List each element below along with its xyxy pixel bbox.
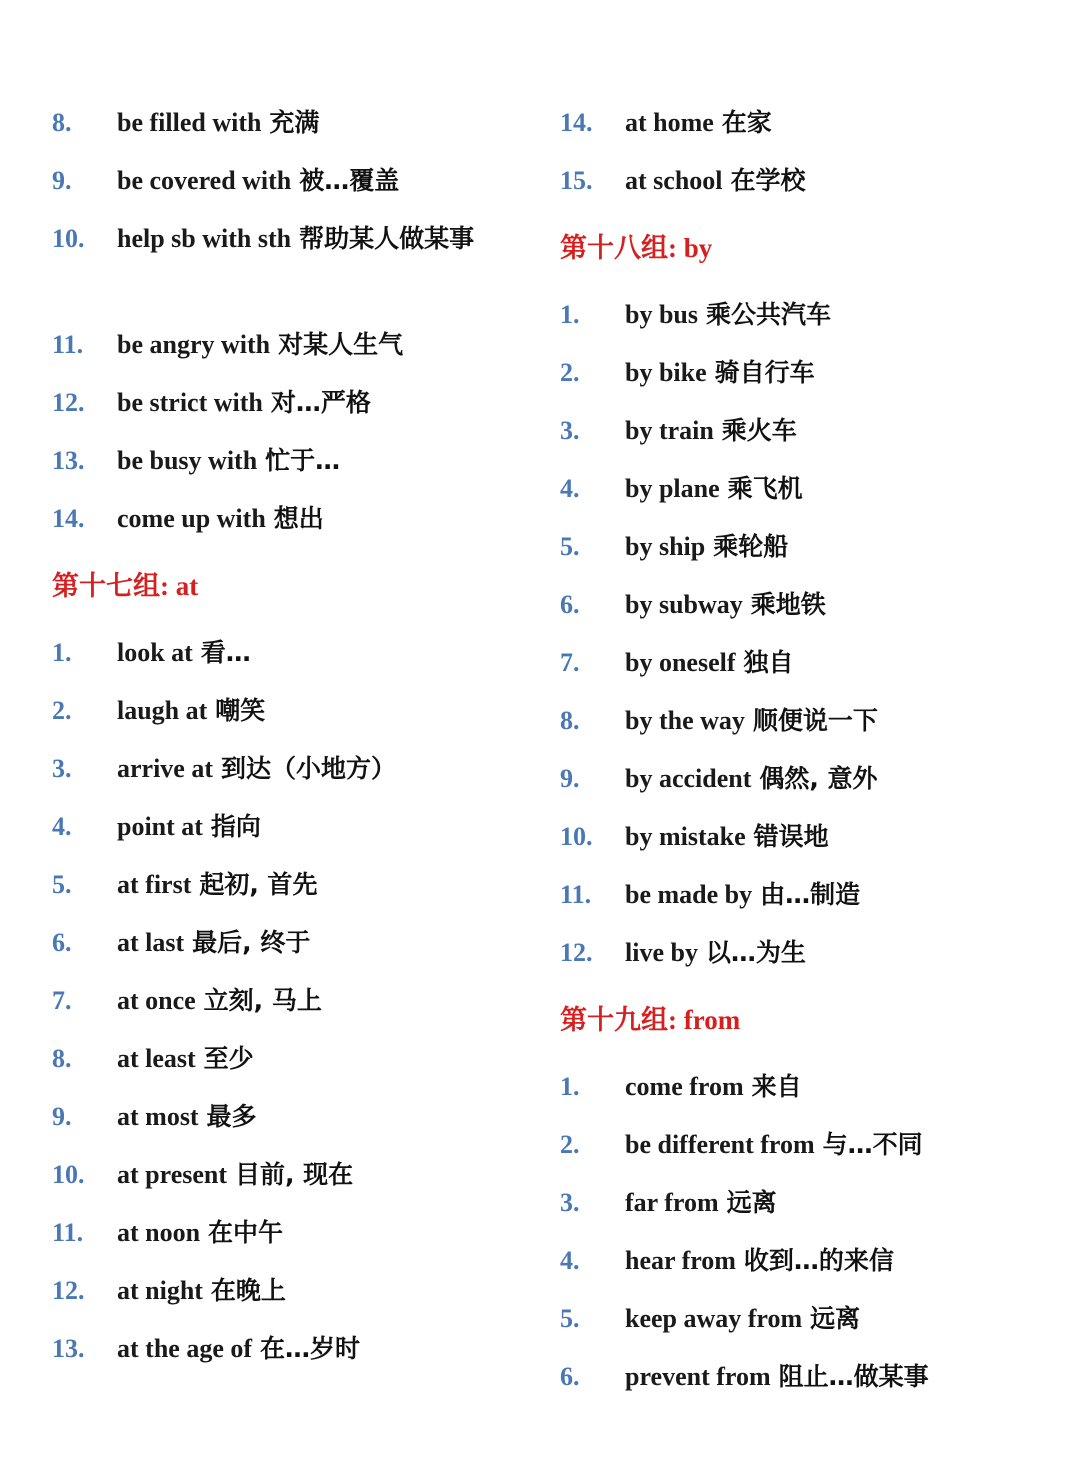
item-number: 1. — [560, 300, 580, 329]
item-chinese: 乘地铁 — [750, 590, 826, 619]
item-number: 2. — [52, 696, 72, 725]
list-item — [52, 316, 522, 374]
item-chinese: 对某人生气 — [278, 330, 404, 359]
item-number: 8. — [560, 706, 580, 735]
item-chinese: 最多 — [206, 1102, 257, 1131]
item-chinese: 想出 — [273, 504, 324, 533]
item-chinese: 看… — [200, 638, 251, 667]
item-english: help sb with sth — [117, 224, 292, 253]
list-item — [560, 866, 1060, 924]
item-number: 4. — [52, 812, 72, 841]
item-english: by the way — [625, 706, 745, 735]
list-item — [560, 634, 1060, 692]
list-item — [560, 1232, 1060, 1290]
list-item — [560, 808, 1060, 866]
list-item — [52, 432, 522, 490]
list-item — [52, 1320, 522, 1378]
item-number: 8. — [52, 108, 72, 137]
list-item — [560, 576, 1060, 634]
list-item — [560, 1348, 1060, 1406]
item-number: 10. — [560, 822, 593, 851]
item-english: arrive at — [117, 754, 214, 783]
group-heading-from — [560, 982, 1060, 1058]
item-chinese: 以…为生 — [705, 938, 806, 967]
item-english: hear from — [625, 1246, 736, 1275]
item-english: be made by — [625, 880, 753, 909]
list-item — [560, 518, 1060, 576]
list-item — [52, 490, 522, 548]
item-number: 14. — [560, 108, 593, 137]
item-number: 13. — [52, 446, 85, 475]
list-item — [560, 94, 1060, 152]
item-chinese: 在…岁时 — [259, 1334, 360, 1363]
item-english: by train — [625, 416, 714, 445]
item-number: 9. — [560, 764, 580, 793]
item-chinese: 充满 — [269, 108, 320, 137]
item-english: by oneself — [625, 648, 736, 677]
item-english: far from — [625, 1188, 719, 1217]
item-chinese: 在晚上 — [210, 1276, 286, 1305]
item-english: by bike — [625, 358, 707, 387]
item-number: 15. — [560, 166, 593, 195]
item-chinese: 对…严格 — [270, 388, 371, 417]
item-english: be strict with — [117, 388, 263, 417]
list-item — [560, 1174, 1060, 1232]
item-chinese: 到达（小地方） — [220, 754, 396, 783]
item-chinese: 顺便说一下 — [752, 706, 878, 735]
item-english: at once — [117, 986, 196, 1015]
item-english: by subway — [625, 590, 743, 619]
list-item — [52, 972, 522, 1030]
item-number: 5. — [560, 532, 580, 561]
list-item — [560, 1116, 1060, 1174]
item-chinese: 至少 — [203, 1044, 254, 1073]
item-number: 5. — [560, 1304, 580, 1333]
item-english: at least — [117, 1044, 196, 1073]
item-english: prevent from — [625, 1362, 771, 1391]
item-number: 6. — [52, 928, 72, 957]
list-item — [52, 798, 522, 856]
item-chinese: 骑自行车 — [714, 358, 815, 387]
list-item — [560, 924, 1060, 982]
right-column — [560, 94, 1060, 1406]
list-item — [52, 624, 522, 682]
item-english: by ship — [625, 532, 706, 561]
item-number: 3. — [52, 754, 72, 783]
list-item — [52, 94, 522, 152]
item-chinese: 来自 — [751, 1072, 802, 1101]
item-number: 12. — [52, 1276, 85, 1305]
group-heading-preposition: : at — [160, 571, 199, 601]
item-english: at present — [117, 1160, 228, 1189]
group-heading-label: 第十九组 — [560, 1005, 668, 1036]
list-item — [52, 1146, 522, 1204]
item-english: at school — [625, 166, 723, 195]
list-item — [52, 914, 522, 972]
list-item — [52, 1030, 522, 1088]
item-chinese: 被…覆盖 — [299, 166, 400, 195]
item-english: at night — [117, 1276, 203, 1305]
item-english: at home — [625, 108, 714, 137]
item-chinese: 目前, 现在 — [234, 1160, 354, 1189]
item-english: at the age of — [117, 1334, 253, 1363]
group-heading-at — [52, 548, 522, 624]
item-english: point at — [117, 812, 203, 841]
item-number: 10. — [52, 224, 85, 253]
item-english: keep away from — [625, 1304, 803, 1333]
item-chinese: 乘飞机 — [727, 474, 803, 503]
group-heading-label: 第十八组 — [560, 233, 668, 264]
item-number: 11. — [52, 330, 84, 359]
list-item — [560, 286, 1060, 344]
item-english: at first — [117, 870, 192, 899]
list-item — [52, 210, 522, 316]
item-number: 7. — [52, 986, 72, 1015]
item-number: 7. — [560, 648, 580, 677]
list-item — [560, 750, 1060, 808]
item-english: be different from — [625, 1130, 815, 1159]
list-item — [560, 1058, 1060, 1116]
group-heading-preposition: : from — [668, 1005, 741, 1035]
list-item — [52, 856, 522, 914]
item-number: 1. — [52, 638, 72, 667]
item-number: 2. — [560, 1130, 580, 1159]
item-chinese: 偶然, 意外 — [759, 764, 878, 793]
item-number: 11. — [560, 880, 592, 909]
item-chinese: 在学校 — [730, 166, 806, 195]
item-number: 1. — [560, 1072, 580, 1101]
item-chinese: 远离 — [810, 1304, 861, 1333]
item-chinese: 在中午 — [208, 1218, 284, 1247]
item-chinese: 乘公共汽车 — [705, 300, 831, 329]
item-chinese: 独自 — [743, 648, 794, 677]
item-chinese: 在家 — [721, 108, 772, 137]
list-item — [560, 344, 1060, 402]
item-number: 13. — [52, 1334, 85, 1363]
item-chinese: 起初, 首先 — [199, 870, 318, 899]
item-chinese: 与…不同 — [822, 1130, 923, 1159]
item-number: 6. — [560, 1362, 580, 1391]
item-chinese: 错误地 — [753, 822, 829, 851]
item-english: be angry with — [117, 330, 271, 359]
item-number: 14. — [52, 504, 85, 533]
item-number: 11. — [52, 1218, 84, 1247]
group-heading-label: 第十七组 — [52, 571, 160, 602]
item-english: by plane — [625, 474, 720, 503]
item-english: at noon — [117, 1218, 201, 1247]
item-english: by bus — [625, 300, 698, 329]
item-chinese: 最后, 终于 — [192, 928, 311, 957]
item-english: be covered with — [117, 166, 292, 195]
item-chinese: 收到…的来信 — [743, 1246, 894, 1275]
item-number: 3. — [560, 416, 580, 445]
item-number: 8. — [52, 1044, 72, 1073]
item-english: come from — [625, 1072, 744, 1101]
left-column — [52, 94, 522, 1378]
group-heading-preposition: : by — [668, 233, 713, 263]
item-english: laugh at — [117, 696, 208, 725]
item-number: 12. — [52, 388, 85, 417]
item-english: by accident — [625, 764, 752, 793]
item-number: 9. — [52, 1102, 72, 1131]
item-number: 9. — [52, 166, 72, 195]
list-item — [52, 740, 522, 798]
group-heading-by — [560, 210, 1060, 286]
item-english: look at — [117, 638, 193, 667]
item-number: 10. — [52, 1160, 85, 1189]
list-item — [52, 1088, 522, 1146]
list-item — [52, 152, 522, 210]
item-number: 2. — [560, 358, 580, 387]
item-chinese: 帮助某人做某事 — [299, 224, 475, 253]
item-chinese: 乘轮船 — [713, 532, 789, 561]
item-chinese: 乘火车 — [721, 416, 797, 445]
item-english: be busy with — [117, 446, 258, 475]
item-chinese: 远离 — [726, 1188, 777, 1217]
item-number: 12. — [560, 938, 593, 967]
item-english: at most — [117, 1102, 199, 1131]
item-chinese: 嘲笑 — [215, 696, 266, 725]
list-item — [560, 460, 1060, 518]
list-item — [560, 1290, 1060, 1348]
item-english: be filled with — [117, 108, 262, 137]
list-item — [560, 692, 1060, 750]
item-number: 5. — [52, 870, 72, 899]
list-item — [52, 374, 522, 432]
item-number: 4. — [560, 474, 580, 503]
list-item — [52, 682, 522, 740]
list-item — [52, 1204, 522, 1262]
item-number: 4. — [560, 1246, 580, 1275]
item-chinese: 由…制造 — [760, 880, 861, 909]
item-chinese: 阻止…做某事 — [778, 1362, 929, 1391]
list-item — [560, 152, 1060, 210]
item-number: 3. — [560, 1188, 580, 1217]
item-english: at last — [117, 928, 185, 957]
item-chinese: 立刻, 马上 — [203, 986, 322, 1015]
item-number: 6. — [560, 590, 580, 619]
item-chinese: 指向 — [210, 812, 261, 841]
item-chinese: 忙于… — [265, 446, 341, 475]
list-item — [560, 402, 1060, 460]
item-english: live by — [625, 938, 698, 967]
item-english: come up with — [117, 504, 266, 533]
list-item — [52, 1262, 522, 1320]
item-english: by mistake — [625, 822, 746, 851]
